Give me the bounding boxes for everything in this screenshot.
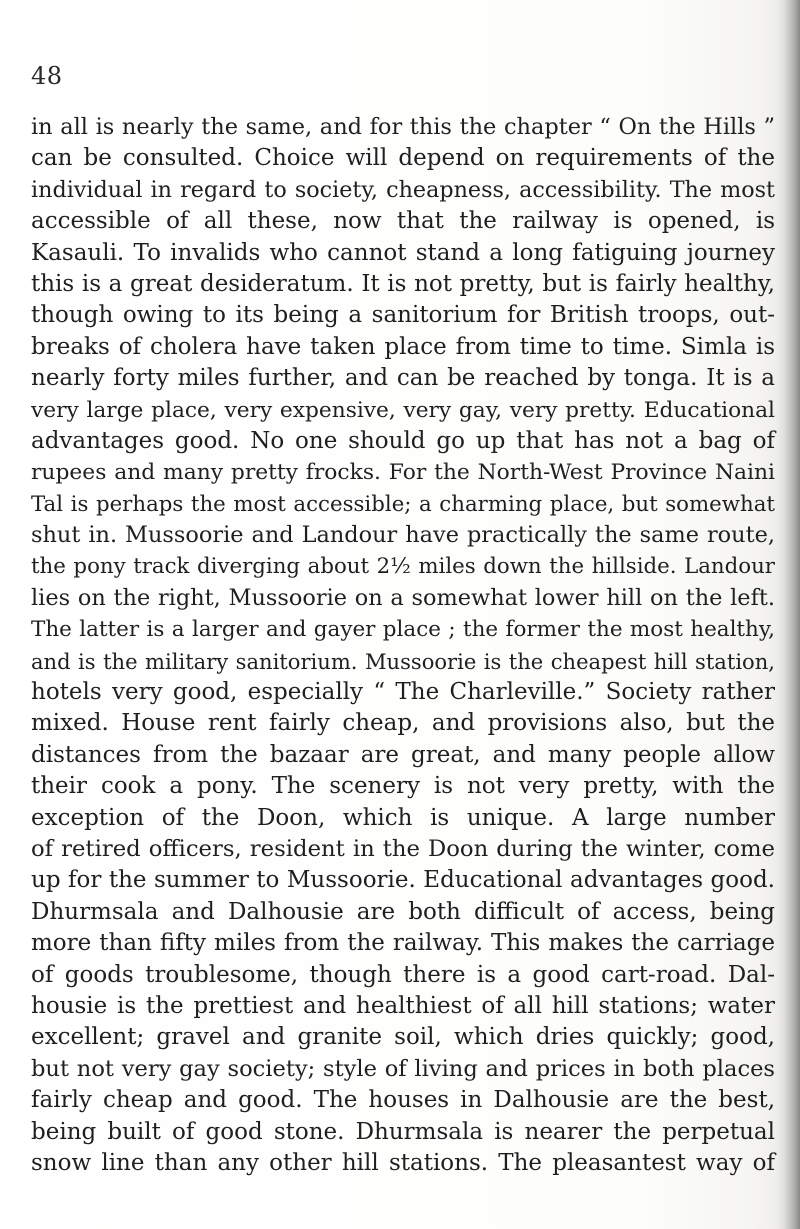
body-text [31, 112, 775, 1179]
text-line: though owing to its being a sanitorium for British troops, out- [31, 302, 775, 329]
text-line: can be consulted. Choice will depend on requirements of the [31, 145, 775, 172]
text-line: nearly forty miles further, and can be reached by tonga. It is a [31, 365, 775, 392]
text-line: of retired officers, resident in the Doon during the winter, come [31, 835, 775, 862]
text-line: housie is the prettiest and healthiest of all hill stations; water [31, 992, 775, 1019]
text-line: The latter is a larger and gayer place ; the former the most healthy, [31, 617, 775, 643]
text-line: excellent; gravel and granite soil, which dries quickly; good, [31, 1024, 775, 1051]
text-line: and is the military sanitorium. Mussoorie is the cheapest hill station, [31, 648, 775, 674]
text-line: shut in. Mussoorie and Landour have practically the same route, [31, 522, 775, 549]
text-line: up for the summer to Mussoorie. Educational advantages good. [31, 867, 775, 894]
text-line: the pony track diverging about 2½ miles down the hillside. Landour [31, 554, 775, 580]
text-line: Dhurmsala and Dalhousie are both difficult of access, being [31, 898, 775, 925]
text-line: but not very gay society; style of living and prices in both places [31, 1055, 775, 1082]
text-line: this is a great desideratum. It is not pretty, but is fairly healthy, [31, 270, 775, 297]
page-edge-shadow [776, 0, 800, 1229]
text-line: mixed. House rent fairly cheap, and provisions also, but the [31, 710, 775, 737]
text-line: hotels very good, especially “ The Charleville.” Society rather [31, 679, 775, 706]
text-line: distances from the bazaar are great, and many people allow [31, 741, 775, 768]
text-line: breaks of cholera have taken place from time to time. Simla is [31, 333, 775, 360]
text-line: advantages good. No one should go up that has not a bag of [31, 427, 775, 454]
text-line: fairly cheap and good. The houses in Dalhousie are the best, [31, 1087, 775, 1114]
text-line: of goods troublesome, though there is a good cart-road. Dal- [31, 961, 775, 988]
page-number: 48 [31, 62, 63, 90]
text-line: rupees and many pretty frocks. For the North-West Province Naini [31, 460, 775, 486]
text-line: accessible of all these, now that the railway is opened, is [31, 208, 775, 235]
text-line: Tal is perhaps the most accessible; a charming place, but somewhat [31, 491, 775, 517]
text-line: exception of the Doon, which is unique. A large number [31, 804, 775, 831]
text-line: Kasauli. To invalids who cannot stand a long fatiguing journey [31, 239, 775, 266]
text-line: being built of good stone. Dhurmsala is nearer the perpetual [31, 1118, 775, 1145]
text-line: in all is nearly the same, and for this the chapter “ On the Hills ” [31, 114, 775, 140]
text-line: their cook a pony. The scenery is not very pretty, with the [31, 773, 775, 800]
text-line: snow line than any other hill stations. The pleasantest way of [31, 1149, 775, 1176]
text-line: more than fifty miles from the railway. This makes the carriage [31, 930, 775, 957]
text-line: lies on the right, Mussoorie on a somewhat lower hill on the left. [31, 584, 775, 611]
text-line: very large place, very expensive, very gay, very pretty. Educational [31, 397, 775, 423]
text-line: individual in regard to society, cheapness, accessibility. The most [31, 176, 775, 203]
